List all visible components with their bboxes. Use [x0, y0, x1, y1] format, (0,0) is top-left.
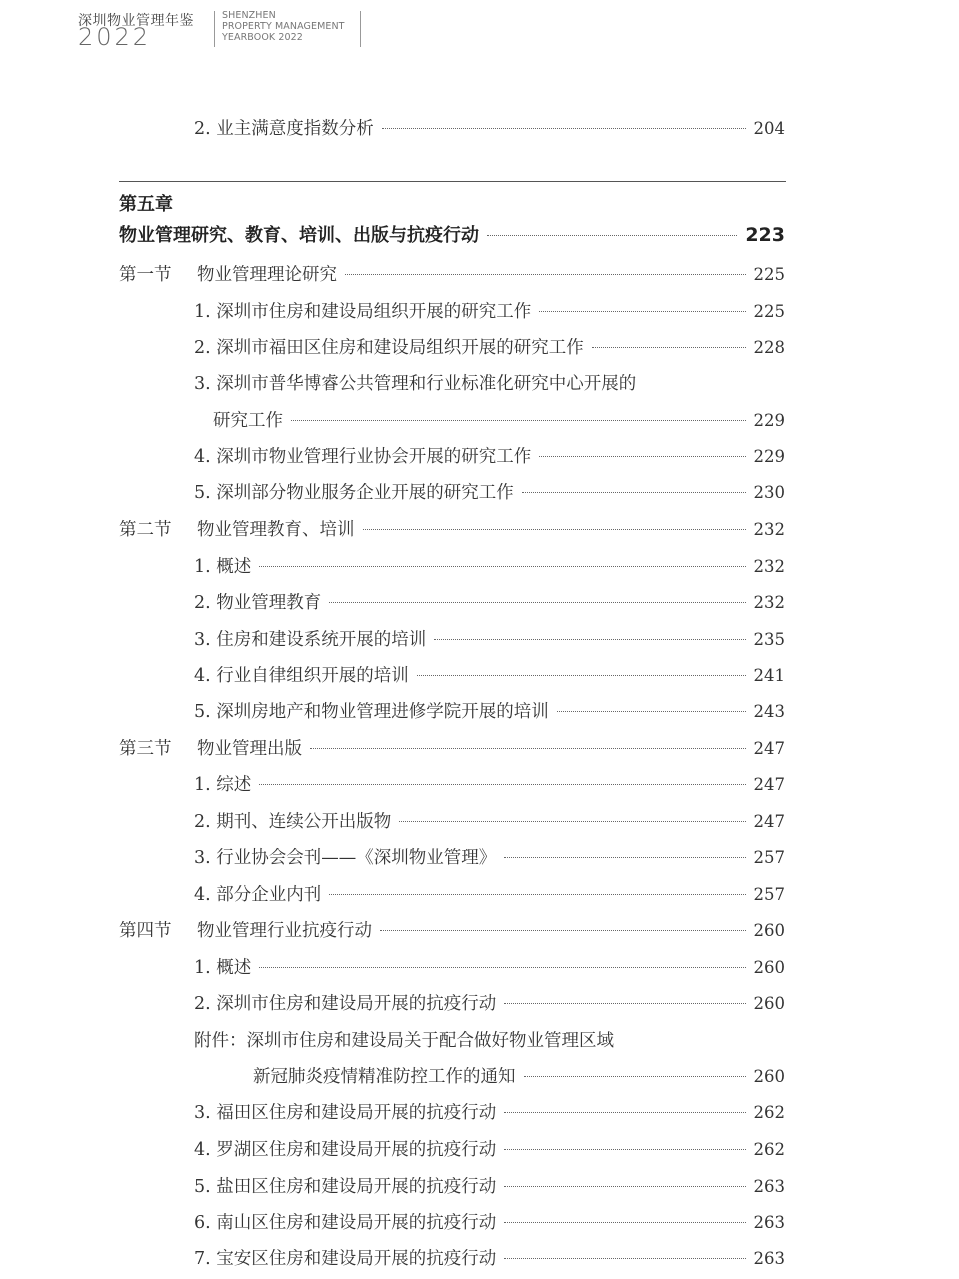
toc-entry[interactable] — [194, 846, 785, 870]
toc-entry-page: 262 — [753, 1140, 785, 1159]
toc-entry-page: 230 — [753, 483, 785, 502]
dot-leader — [310, 748, 746, 749]
toc-entry-page: 263 — [753, 1249, 785, 1268]
toc-entry-page: 232 — [753, 593, 785, 612]
section-entry[interactable] — [119, 919, 785, 943]
toc-entry[interactable] — [213, 409, 785, 433]
toc-entry-label: 2. 深圳市福田区住房和建设局组织开展的研究工作 — [194, 338, 584, 358]
toc-entry-page: 243 — [753, 702, 785, 721]
appendix-page: 260 — [753, 1067, 785, 1086]
dot-leader — [504, 1222, 745, 1223]
title-en-line1: SHENZHEN — [222, 10, 276, 21]
toc-entry[interactable] — [194, 664, 785, 688]
toc-entry-label: 7. 宝安区住房和建设局开展的抗疫行动 — [194, 1249, 497, 1269]
dot-leader — [504, 1186, 745, 1187]
chapter-page: 223 — [745, 224, 785, 246]
dot-leader — [539, 311, 745, 312]
chapter-title-entry[interactable] — [119, 223, 785, 248]
toc-entry-page: 262 — [753, 1103, 785, 1122]
dot-leader — [329, 602, 745, 603]
toc-entry[interactable] — [194, 300, 785, 324]
toc-entry-label: 2. 期刊、连续公开出版物 — [194, 812, 392, 832]
dot-leader — [380, 930, 746, 931]
toc-entry[interactable] — [194, 1101, 785, 1125]
dot-leader — [382, 128, 746, 129]
section-entry[interactable] — [119, 263, 785, 287]
toc-entry-page: 228 — [753, 338, 785, 357]
section-number: 第一节 — [119, 265, 172, 285]
dot-leader — [592, 347, 746, 348]
toc-entry-page: 260 — [753, 994, 785, 1013]
toc-entry-label: 1. 概述 — [194, 557, 252, 577]
dot-leader — [259, 967, 745, 968]
dot-leader — [329, 894, 745, 895]
toc-entry[interactable] — [194, 555, 785, 579]
dot-leader — [504, 1112, 745, 1113]
toc-entry-page: 225 — [753, 302, 785, 321]
toc-entry-label-line1[interactable]: 3. 深圳市普华博睿公共管理和行业标准化研究中心开展的 — [194, 374, 637, 394]
section-entry[interactable] — [119, 737, 785, 761]
yearbook-title-cn: 深圳物业管理年鉴 — [78, 13, 194, 29]
toc-entry-page: 232 — [753, 557, 785, 576]
dot-leader — [504, 1003, 745, 1004]
toc-entry[interactable] — [194, 992, 785, 1016]
section-page: 225 — [753, 265, 785, 284]
toc-entry[interactable] — [194, 628, 785, 652]
toc-entry-page: 263 — [753, 1177, 785, 1196]
toc-entry[interactable] — [194, 336, 785, 360]
toc-entry-label: 1. 深圳市住房和建设局组织开展的研究工作 — [194, 302, 532, 322]
chapter-number: 第五章 — [119, 194, 173, 215]
toc-entry-page: 247 — [753, 775, 785, 794]
toc-entry[interactable] — [194, 1247, 785, 1271]
chapter-title: 物业管理研究、教育、培训、出版与抗疫行动 — [119, 225, 479, 246]
section-page: 247 — [753, 739, 785, 758]
title-en-line2: PROPERTY MANAGEMENT — [222, 21, 345, 32]
section-page: 260 — [753, 921, 785, 940]
section-title: 物业管理理论研究 — [197, 265, 337, 285]
dot-leader — [417, 675, 746, 676]
section-entry[interactable] — [119, 518, 785, 542]
toc-entry[interactable] — [194, 1211, 785, 1235]
toc-entry[interactable] — [194, 700, 785, 724]
section-label — [119, 263, 337, 287]
section-label — [119, 737, 302, 761]
toc-entry-page: 229 — [753, 411, 785, 430]
header-divider-right — [360, 11, 361, 47]
toc-entry-label: 5. 深圳部分物业服务企业开展的研究工作 — [194, 483, 514, 503]
dot-leader — [539, 456, 745, 457]
dot-leader — [557, 711, 746, 712]
toc-entry[interactable] — [194, 591, 785, 615]
toc-entry[interactable] — [194, 1175, 785, 1199]
dot-leader — [487, 235, 737, 236]
toc-entry-page: 257 — [753, 885, 785, 904]
toc-entry[interactable] — [194, 883, 785, 907]
toc-entry-label: 3. 福田区住房和建设局开展的抗疫行动 — [194, 1103, 497, 1123]
dot-leader — [504, 857, 745, 858]
toc-entry-page: 235 — [753, 630, 785, 649]
toc-entry[interactable] — [194, 810, 785, 834]
section-label — [119, 919, 372, 943]
dot-leader — [259, 784, 745, 785]
toc-entry-label: 2. 物业管理教育 — [194, 593, 322, 613]
dot-leader — [504, 1149, 745, 1150]
toc-entry-page: 257 — [753, 848, 785, 867]
appendix-entry[interactable] — [253, 1065, 785, 1089]
dot-leader — [522, 492, 746, 493]
chapter-rule — [119, 181, 786, 182]
yearbook-year: 2022 — [78, 23, 152, 51]
title-en-line3: YEARBOOK 2022 — [222, 32, 303, 43]
appendix-label-line2: 新冠肺炎疫情精准防控工作的通知 — [253, 1067, 516, 1087]
toc-entry-label: 5. 深圳房地产和物业管理进修学院开展的培训 — [194, 702, 549, 722]
dot-leader — [291, 420, 746, 421]
section-number: 第四节 — [119, 921, 172, 941]
toc-entry-label: 3. 行业协会会刊——《深圳物业管理》 — [194, 848, 497, 868]
section-label — [119, 518, 355, 542]
dot-leader — [434, 639, 745, 640]
header-divider — [214, 11, 215, 47]
toc-entry-page: 241 — [753, 666, 785, 685]
toc-entry[interactable] — [194, 117, 785, 141]
appendix-label-line1[interactable]: 附件：深圳市住房和建设局关于配合做好物业管理区域 — [194, 1031, 614, 1051]
section-title: 物业管理行业抗疫行动 — [197, 921, 372, 941]
toc-entry[interactable] — [194, 1138, 785, 1162]
toc-entry-label: 5. 盐田区住房和建设局开展的抗疫行动 — [194, 1177, 497, 1197]
toc-entry[interactable] — [194, 773, 785, 797]
toc-entry-label: 4. 深圳市物业管理行业协会开展的研究工作 — [194, 447, 532, 467]
toc-entry-page: 247 — [753, 812, 785, 831]
section-title: 物业管理教育、培训 — [197, 520, 355, 540]
toc-entry-page: 263 — [753, 1213, 785, 1232]
dot-leader — [363, 529, 746, 530]
yearbook-title-en — [222, 10, 345, 43]
toc-entry-label: 4. 行业自律组织开展的培训 — [194, 666, 409, 686]
toc-entry-page: 260 — [753, 958, 785, 977]
toc-entry[interactable] — [194, 445, 785, 469]
toc-entry[interactable] — [194, 956, 785, 980]
toc-entry-label: 1. 综述 — [194, 775, 252, 795]
toc-entry-label-line2: 研究工作 — [213, 411, 283, 431]
toc-entry-label: 4. 部分企业内刊 — [194, 885, 322, 905]
dot-leader — [259, 566, 745, 567]
dot-leader — [399, 821, 745, 822]
toc-entry-label: 2. 业主满意度指数分析 — [194, 119, 374, 139]
section-page: 232 — [753, 520, 785, 539]
toc-entry-label: 3. 住房和建设系统开展的培训 — [194, 630, 427, 650]
dot-leader — [524, 1076, 746, 1077]
section-number: 第三节 — [119, 739, 172, 759]
toc-entry-label: 4. 罗湖区住房和建设局开展的抗疫行动 — [194, 1140, 497, 1160]
toc-entry-label: 2. 深圳市住房和建设局开展的抗疫行动 — [194, 994, 497, 1014]
toc-entry-label: 6. 南山区住房和建设局开展的抗疫行动 — [194, 1213, 497, 1233]
section-title: 物业管理出版 — [197, 739, 302, 759]
toc-entry[interactable] — [194, 481, 785, 505]
section-number: 第二节 — [119, 520, 172, 540]
toc-entry-page: 204 — [753, 119, 785, 138]
toc-entry-page: 229 — [753, 447, 785, 466]
toc-entry-label: 1. 概述 — [194, 958, 252, 978]
dot-leader — [345, 274, 746, 275]
dot-leader — [504, 1258, 745, 1259]
